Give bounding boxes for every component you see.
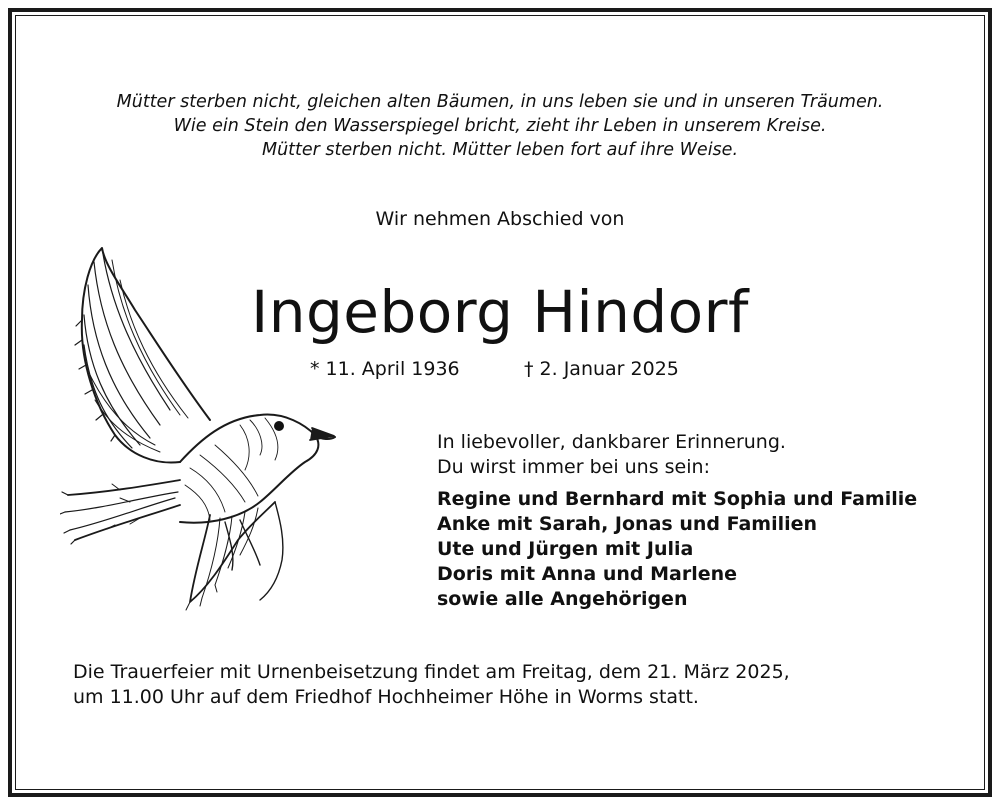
funeral-notice <box>73 660 790 710</box>
birth-date: * 11. April 1936 <box>310 358 460 380</box>
family-list <box>437 487 917 612</box>
family-line-2: Anke mit Sarah, Jonas und Familien <box>437 513 818 535</box>
remembrance-text <box>437 430 786 480</box>
funeral-line-2: um 11.00 Uhr auf dem Friedhof Hochheimer Höhe in Worms statt. <box>73 686 699 708</box>
poem-line-1: Mütter sterben nicht, gleichen alten Bäumen, in uns leben sie und in unseren Träumen. <box>116 92 884 112</box>
remembrance-line-2: Du wirst immer bei uns sein: <box>437 456 710 478</box>
funeral-line-1: Die Trauerfeier mit Urnenbeisetzung findet am Freitag, dem 21. März 2025, <box>73 661 790 683</box>
poem-line-3: Mütter sterben nicht. Mütter leben fort auf ihre Weise. <box>261 140 739 160</box>
family-line-3: Ute und Jürgen mit Julia <box>437 538 694 560</box>
family-line-1: Regine und Bernhard mit Sophia und Familie <box>437 488 918 510</box>
deceased-name: Ingeborg Hindorf <box>251 278 749 346</box>
remembrance-line-1: In liebevoller, dankbarer Erinnerung. <box>437 431 786 453</box>
death-date: † 2. Januar 2025 <box>524 358 679 380</box>
farewell-intro: Wir nehmen Abschied von <box>375 208 625 230</box>
family-line-4: Doris mit Anna und Marlene <box>437 563 738 585</box>
poem <box>30 90 970 162</box>
family-line-5: sowie alle Angehörigen <box>437 588 688 610</box>
poem-line-2: Wie ein Stein den Wasserspiegel bricht, zieht ihr Leben in unserem Kreise. <box>173 116 827 136</box>
